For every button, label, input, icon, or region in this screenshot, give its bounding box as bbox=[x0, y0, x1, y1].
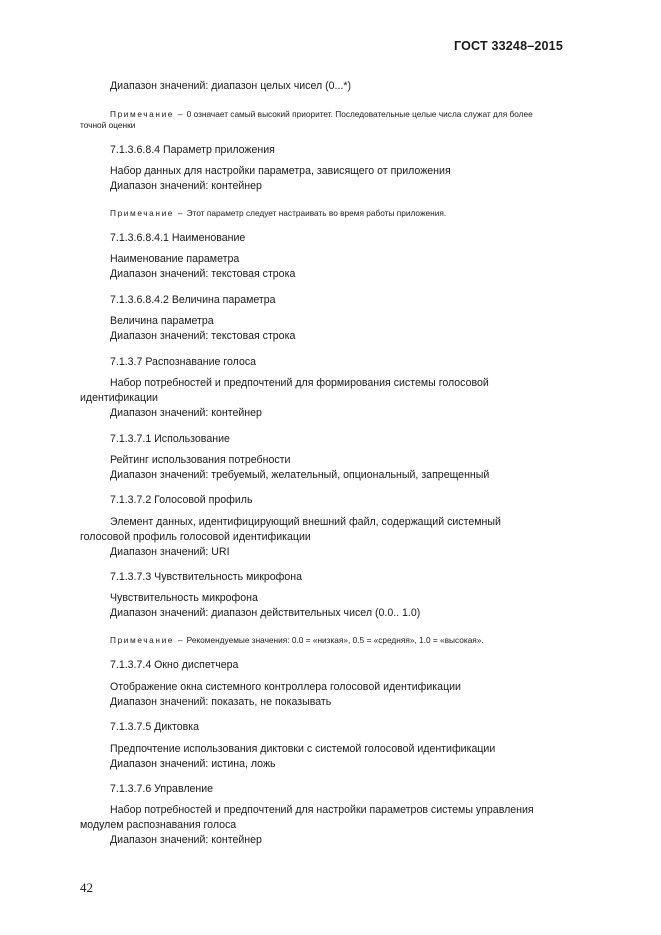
body-line: Элемент данных, идентифицирующий внешний файл, содержащий системный bbox=[110, 516, 501, 528]
section-heading: 7.1.3.6.8.4.2 Величина параметра bbox=[110, 294, 276, 306]
value-range-line: Диапазон значений: URI bbox=[110, 546, 230, 558]
note-text: Этот параметр следует настраивать во время работы приложения. bbox=[186, 208, 447, 218]
document-id-header: ГОСТ 33248–2015 bbox=[454, 39, 563, 53]
body-line: Предпочтение использования диктовки с системой голосовой идентификации bbox=[110, 743, 496, 755]
body-line: Набор потребностей и предпочтений для настройки параметров системы управления bbox=[110, 804, 534, 816]
note-label: Примечание bbox=[110, 635, 175, 645]
value-range-line: Диапазон значений: требуемый, желательный, опциональный, запрещенный bbox=[110, 469, 490, 481]
value-range-line: Диапазон значений: текстовая строка bbox=[110, 330, 296, 342]
section-heading: 7.1.3.6.8.4.1 Наименование bbox=[110, 232, 246, 244]
body-line: Чувствительность микрофона bbox=[110, 592, 258, 604]
note-line bbox=[110, 635, 484, 646]
body-line-continuation: модулем распознавания голоса bbox=[80, 819, 237, 831]
body-line: Набор потребностей и предпочтений для формирования системы голосовой bbox=[110, 377, 489, 389]
section-heading: 7.1.3.7.3 Чувствительность микрофона bbox=[110, 571, 303, 583]
body-line: Величина параметра bbox=[110, 315, 214, 327]
value-range-line: Диапазон значений: контейнер bbox=[110, 407, 262, 419]
note-line bbox=[110, 109, 533, 120]
body-line: Наименование параметра bbox=[110, 253, 240, 265]
value-range-line: Диапазон значений: диапазон действительных чисел (0.0.. 1.0) bbox=[110, 607, 421, 619]
value-range-line: Диапазон значений: текстовая строка bbox=[110, 268, 296, 280]
note-continuation: точной оценки bbox=[80, 120, 136, 130]
section-heading: 7.1.3.7.2 Голосовой профиль bbox=[110, 494, 253, 506]
note-label: Примечание bbox=[110, 208, 175, 218]
page-number: 42 bbox=[80, 880, 93, 895]
note-line bbox=[110, 208, 446, 219]
note-dash: – bbox=[178, 208, 183, 218]
section-heading: 7.1.3.6.8.4 Параметр приложения bbox=[110, 144, 275, 156]
value-range-line: Диапазон значений: контейнер bbox=[110, 834, 262, 846]
note-dash: – bbox=[178, 635, 183, 645]
section-heading: 7.1.3.7.6 Управление bbox=[110, 783, 214, 795]
note-text: 0 означает самый высокий приоритет. Последовательные целые числа служат для более bbox=[186, 109, 533, 119]
body-line: Набор данных для настройки параметра, зависящего от приложения bbox=[110, 165, 451, 177]
body-line: Рейтинг использования потребности bbox=[110, 454, 291, 466]
section-heading: 7.1.3.7 Распознавание голоса bbox=[110, 356, 257, 368]
body-line-continuation: голосовой профиль голосовой идентификации bbox=[80, 531, 311, 543]
value-range-line: Диапазон значений: показать, не показывать bbox=[110, 696, 332, 708]
section-heading: 7.1.3.7.1 Использование bbox=[110, 433, 230, 445]
value-range-line: Диапазон значений: истина, ложь bbox=[110, 758, 276, 770]
note-label: Примечание bbox=[110, 109, 175, 119]
value-range-line: Диапазон значений: контейнер bbox=[110, 180, 262, 192]
note-dash: – bbox=[178, 109, 183, 119]
section-heading: 7.1.3.7.5 Диктовка bbox=[110, 721, 200, 733]
note-text: Рекомендуемые значения: 0.0 = «низкая», 0.5 = «средняя», 1.0 = «высокая». bbox=[186, 635, 484, 645]
value-range-line: Диапазон значений: диапазон целых чисел (0...*) bbox=[110, 80, 352, 92]
body-line: Отображение окна системного контроллера голосовой идентификации bbox=[110, 681, 461, 693]
section-heading: 7.1.3.7.4 Окно диспетчера bbox=[110, 659, 239, 671]
body-line-continuation: идентификации bbox=[80, 392, 158, 404]
